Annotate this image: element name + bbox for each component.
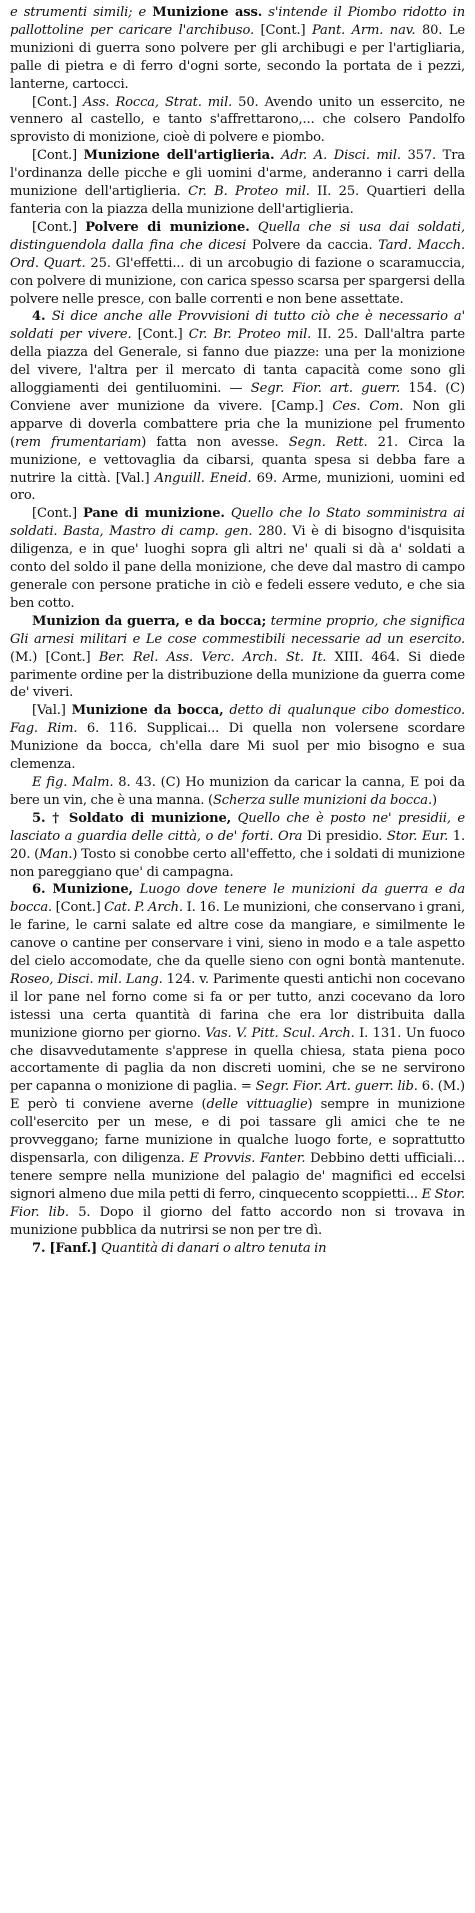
quotation: 6. (M.) E però ti conviene averne ( (10, 1079, 465, 1113)
text (250, 220, 258, 235)
headword: Munizione ass. (152, 5, 263, 20)
text: (M.) [Cont.] (10, 649, 99, 665)
quotation: 80. Le munizioni di guerra sono polvere per gli archibugi e per l'artigliaria, palle di pietra e di ferro d'ogni sorte, secondo la portata de i pezzi, lanterne, cartocci. (10, 22, 465, 92)
headword: Soldato di munizione, (68, 810, 232, 826)
citation-source: Pant. Arm. nav. (311, 22, 416, 38)
citation-source: Ber. Rel. Ass. Verc. Arch. St. It. (98, 649, 327, 665)
quotation: 25. Gl'effetti... di un arcobugio di fazione o scaramuccia, con polvere di munizione, con carica spesso scarsa per spargersi della polvere nelle presce, con balle correnti e non bene assettate. (10, 255, 465, 307)
text: [Cont.] (32, 94, 83, 110)
paragraph-polvere-munizione (10, 219, 465, 309)
quotation: I. 131. Un fuoco che disavvedutamente s'apprese in quella chiesa, stata piena poco accortamente di paglia da non discreti uomini, che se ne servirono per capanna o monizione di paglia. = (10, 1025, 465, 1095)
quotation: ) fatta non avesse. (141, 434, 289, 450)
paragraph-munizione-ass (10, 4, 465, 94)
definition: Luogo dove tenere le munizioni da guerra e da bocca. (10, 882, 465, 916)
text: Di presidio. (302, 828, 387, 844)
headword: Munizione da bocca, (71, 703, 224, 719)
citation-source: Segr. Fior. art. guerr. (250, 381, 401, 397)
quotation: 8. 43. (C) Ho munizion da caricar la canna, E poi da bere un vin, che è una manna. ( (10, 774, 465, 808)
citation-source: Basta, Mastro di camp. gen. (63, 524, 253, 540)
text: [Cont.] (32, 219, 86, 235)
headword: Pane di munizione. (82, 506, 225, 522)
quotation: 5. Dopo il giorno del fatto accordo non si trovava in munizione pubblica da nutrirsi se non per tre dì. (10, 1204, 465, 1238)
citation-source: Adr. A. Disci. mil. (280, 148, 401, 164)
text (274, 148, 281, 163)
definition: s'intende il Piombo ridotto in pallottoline per caricare l'archibuso. (10, 5, 465, 38)
quotation: I. 16. Le munizioni, che conservano i grani, le farine, le carni salate ed altre cose da mangiare, e similmente le canove o cantine per conservare i vini, sieno in modo e a tale aspetto del cielo accomodate, che da quelle sieno con ogni bontà mantenute. (10, 900, 465, 970)
definition: detto di qualunque cibo domestico. (229, 703, 465, 719)
quotation: 1. 20. ( (10, 828, 465, 862)
paragraph-sense-4 (10, 308, 465, 505)
citation-source: Segr. Fior. Art. guerr. lib. (255, 1079, 418, 1095)
definition: Quantità di danari o altro tenuta in (101, 1240, 327, 1256)
citation-source: Malm. (72, 774, 114, 790)
headword: Polvere di munizione. (85, 219, 250, 235)
quotation: 21. Circa la munizione, e vettovaglia da cibarsi, quanta spesa si debba fare a nutrire la città. [Val.] (10, 434, 465, 486)
citation-source: Ces. Com. (332, 398, 404, 414)
paragraph-munizione-artiglieria (10, 147, 465, 219)
citation-source: Segn. Rett. (288, 434, 368, 450)
citation-source: E Stor. Fior. lib. (10, 1186, 466, 1220)
text: ) (431, 792, 437, 808)
headword: Munizione dell'artiglieria. (83, 148, 275, 164)
quotation: ) Tosto si conobbe certo all'effetto, che i soldati di munizione non pareggiano que' di campagna. (10, 846, 465, 880)
quotation: ) sempre in munizione coll'esercito per un mese, e di poi tassare gli amici che te ne provveggano; farne munizione in qualche luogo forte, e soprattutto dispensarla, con diligenza. (10, 1097, 465, 1166)
paragraph-sense-6 (10, 881, 465, 1239)
headword: Munizione, (52, 882, 133, 898)
citation-source: Man. (39, 846, 73, 862)
sense-number: 6. (32, 882, 53, 898)
quotation: 280. Vi è di bisogno d'isquisita diligenza, e in que' luoghi sopra gli altri ne' quali si dà a' soldati a conto del soldo il pane della monizione, che deve dal mastro di campo generale con persone pratiche in ciò e fedeli essere veduto, e che sia ben cotto. (10, 524, 465, 611)
text: [Val.] (32, 703, 72, 719)
quotation: 6. 116. Supplicai... Di quella non volersene scordare Munizione da bocca, ch'ella dare Mi suol per mio bisogno e sua clemenza. (10, 721, 465, 773)
definition: Si dice anche alle Provvisioni di tutto ciò che è necessario a' soldati per vivere. (10, 309, 465, 343)
definition: termine proprio, che significa Gli arnesi militari e Le cose commestibili necessarie ad un esercito. (10, 613, 465, 647)
citation-source: Roseo, Disci. mil. Lang. (10, 971, 163, 987)
definition: Quella che si usa dai soldati, distinguendola dalla fina che dicesi (10, 219, 465, 253)
paragraph-pane-munizione (10, 505, 465, 612)
citation-source: Tard. Macch. Ord. Quart. (10, 237, 465, 271)
quotation: Non gli apparve di doverla combattere pria che la munizione pel frumento ( (10, 398, 465, 450)
quotation: 124. v. Parimente questi antichi non cocevano il lor pane nel forno come si fa or per tutto, anzi cocevano da loro istessi una certa quantità di farina che era lor distribuita dalla munizione giorno per giorno. (10, 971, 465, 1041)
paragraph-sense-7 (10, 1240, 465, 1258)
citation-source: E Provvis. Fanter. (189, 1151, 306, 1166)
sense-number: 5. † (32, 810, 69, 826)
paragraph-rocca (10, 94, 465, 148)
sense-number: 7. [Fanf.] (32, 1240, 102, 1256)
quotation: Debbino detti ufficiali... tenere sempre nella munizione del palagio de' magnifici ed eccelsi signori almeno due mila petti di ferro, cinquecento scoppietti... (10, 1151, 465, 1202)
paragraph-sense-5 (10, 810, 465, 882)
quotation: 154. (C) Conviene aver munizione da vivere. [Camp.] (10, 381, 465, 414)
text: [Cont.] (52, 900, 105, 916)
latin-gloss: rem frumentariam (14, 434, 142, 450)
text: e strumenti simili; e (10, 5, 153, 20)
sense-number: 4. (32, 309, 52, 325)
paragraph-munizione-bocca (10, 702, 465, 774)
quotation: XIII. 464. Si diede parimente ordine per la distribuzione della munizione da guerra come de' viveri. (10, 649, 466, 701)
definition: Quello che lo Stato somministra ai soldati. (10, 506, 465, 540)
citation-source: Anguill. Eneid. (154, 470, 252, 486)
note: delle vittuaglie (206, 1097, 308, 1113)
text (133, 882, 140, 897)
quotation: II. 25. Quartieri della fanteria con la piazza della munizione dell'artiglieria. (10, 184, 465, 217)
paragraph-figurative (10, 774, 465, 810)
text: [Cont.] (32, 506, 83, 522)
paragraph-munizion-guerra-bocca (10, 613, 465, 703)
citation-source: Cat. P. Arch. (104, 900, 183, 916)
citation-source: Vas. V. Pitt. Scul. Arch. (205, 1025, 355, 1041)
text: [Cont.] (131, 327, 189, 343)
quotation: 50. Avendo unito un essercito, ne vennero al castello, e tanto s'affrettarono,... che colsero Pandolfo sprovisto di monizione, cioè di polvere e piombo. (10, 94, 465, 146)
citation-source: Stor. Eur. (386, 828, 449, 844)
definition: Quello che è posto ne' presidii, e lasciato a guardia delle città, o de' forti. Ora (10, 810, 465, 844)
note: Scherza sulle munizioni da bocca. (212, 792, 432, 808)
headword: Munizion da guerra, e da bocca; (32, 613, 267, 629)
quotation: II. 25. Dall'altra parte della piazza del Generale, si fanno due piazze: una per la monizione del vivere, l'altra per il mercato di tanta capacità come sono gli alloggiamenti dei gentiluomini. — (10, 327, 465, 397)
label: E fig. (32, 774, 68, 790)
text: [Cont.] (32, 148, 84, 164)
citation-source: Ass. Rocca, Strat. mil. (82, 94, 233, 110)
text: [Cont.] (253, 22, 312, 38)
citation-source: Cr. Br. Proteo mil. (188, 327, 312, 343)
text: Polvere da caccia. (246, 237, 379, 253)
quotation: 357. Tra l'ordinanza delle picche e gli uomini d'arme, anderanno i carri della munizione dell'artiglieria. (10, 148, 465, 200)
quotation: 69. Arme, munizioni, uomini ed oro. (10, 470, 466, 504)
citation-source: Cr. B. Proteo mil. (188, 184, 310, 200)
citation-source: Fag. Rim. (10, 721, 78, 737)
